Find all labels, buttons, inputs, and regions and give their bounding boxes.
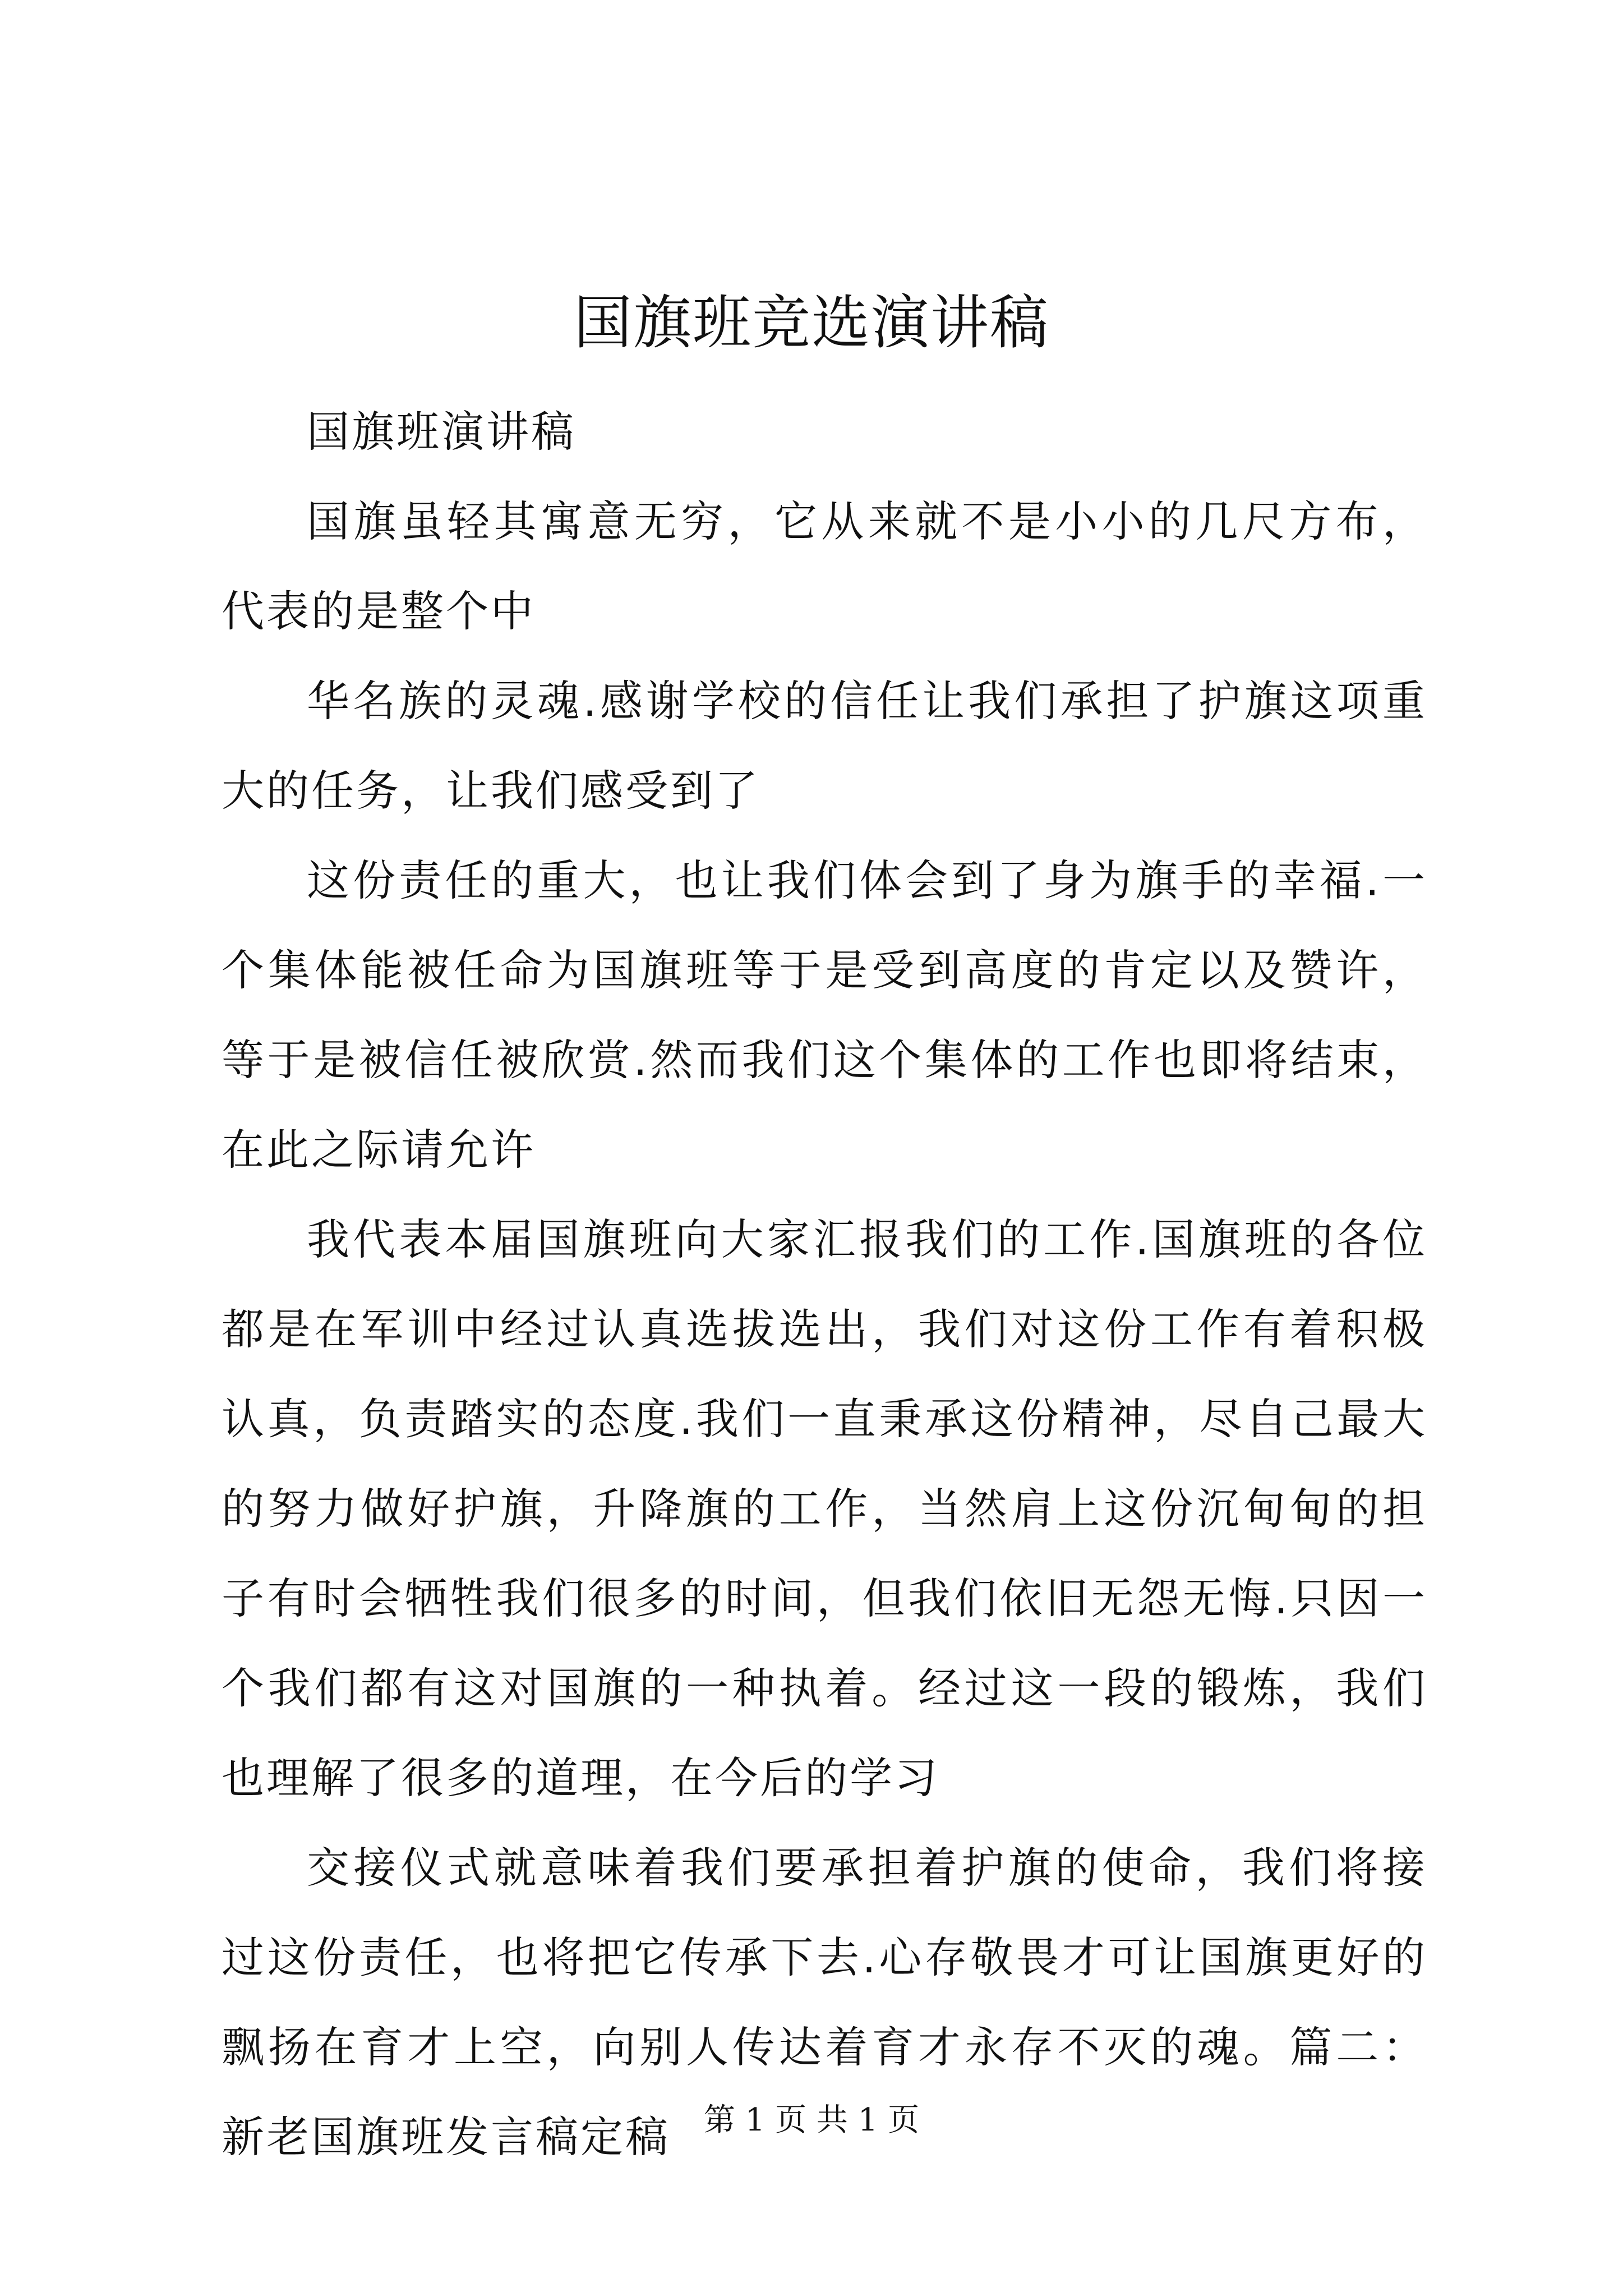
document-body bbox=[222, 387, 1427, 2182]
paragraph: 国旗虽轻其寓意无穷，它从来就不是小小的几尺方布，代表的是整个中 bbox=[222, 496, 1427, 636]
paragraph: 华名族的灵魂.感谢学校的信任让我们承担了护旗这项重大的任务，让我们感受到了 bbox=[222, 676, 1427, 816]
paragraph: 国旗班演讲稿 bbox=[307, 407, 576, 457]
page-footer: 第 1 页 共 1 页 bbox=[703, 2102, 920, 2138]
paragraph: 这份责任的重大，也让我们体会到了身为旗手的幸福.一个集体能被任命为国旗班等于是受到高度的肯定以及赞许，等于是被信任被欣赏.然而我们这个集体的工作也即将结束，在此之际请允许 bbox=[222, 855, 1427, 1175]
document-title: 国旗班竞选演讲稿 bbox=[573, 288, 1049, 357]
paragraph: 我代表本届国旗班向大家汇报我们的工作.国旗班的各位都是在军训中经过认真选拔选出，我们对这份工作有着积极认真，负责踏实的态度.我们一直秉承这份精神，尽自己最大的努力做好护旗，升降旗的工作，当然肩上这份沉甸甸的担子有时会牺牲我们很多的时间，但我们依旧无怨无悔.只因一个我们都有这对国旗的一种执着。经过这一段的锻炼，我们也理解了很多的道理，在今后的学习 bbox=[222, 1214, 1427, 1803]
paragraph: 交接仪式就意味着我们要承担着护旗的使命，我们将接过这份责任，也将把它传承下去.心存敬畏才可让国旗更好的飘扬在育才上空，向别人传达着育才永存不灭的魂。篇二：新老国旗班发言稿定稿 bbox=[222, 1843, 1427, 2162]
